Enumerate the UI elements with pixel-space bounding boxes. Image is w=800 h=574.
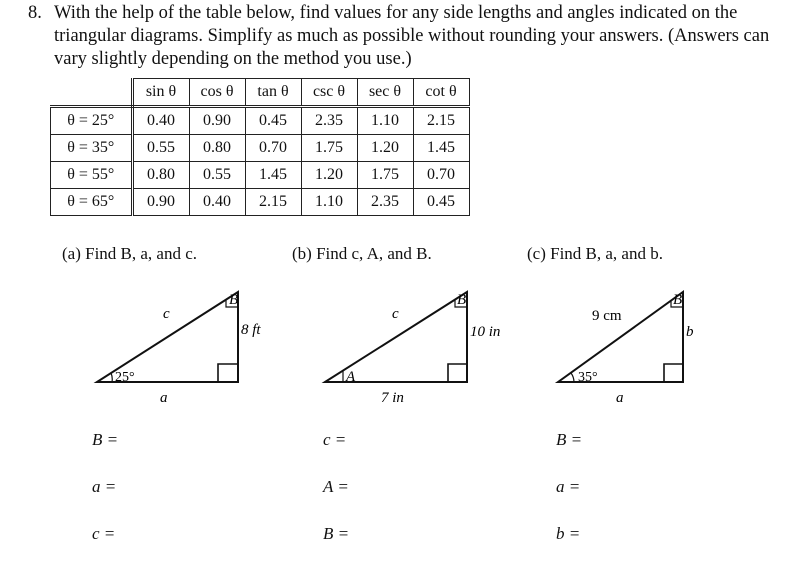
table-header: csc θ	[301, 79, 357, 107]
table-corner	[51, 79, 133, 107]
table-cell: 0.40	[189, 189, 245, 216]
side-label: 10 in	[470, 324, 501, 340]
answer-c-b: b =	[556, 524, 581, 543]
right-angle-marker	[218, 364, 238, 382]
angle-label: 35°	[578, 370, 598, 385]
triangle-diagrams	[0, 270, 800, 415]
table-cell: 0.45	[245, 107, 301, 135]
base-label: 7 in	[381, 390, 404, 406]
trig-table	[50, 78, 470, 216]
table-cell: 2.15	[245, 189, 301, 216]
answer-b-c: c =	[323, 430, 347, 449]
table-cell: 0.55	[189, 162, 245, 189]
vertex-label: B	[457, 292, 467, 308]
table-cell: 1.75	[301, 135, 357, 162]
triangle-a	[97, 292, 261, 406]
table-cell: 0.80	[132, 162, 189, 189]
table-cell: 1.10	[357, 107, 413, 135]
table-cell: 1.20	[301, 162, 357, 189]
table-header: sec θ	[357, 79, 413, 107]
table-cell: 1.45	[413, 135, 469, 162]
part-c-title: (c) Find B, a, and b.	[527, 244, 663, 263]
answer-c-B: B =	[556, 430, 583, 449]
right-angle-marker	[664, 364, 683, 382]
part-b-title: (b) Find c, A, and B.	[292, 244, 432, 263]
table-cell: 2.35	[357, 189, 413, 216]
base-label: a	[160, 390, 168, 406]
hypotenuse-label: c	[163, 306, 170, 322]
answer-c-a: a =	[556, 477, 581, 496]
answer-a-a: a =	[92, 477, 117, 496]
table-header-row	[51, 79, 470, 107]
answer-b-B: B =	[323, 524, 350, 543]
side-label: b	[686, 324, 694, 340]
table-header: cot θ	[413, 79, 469, 107]
table-cell: 2.15	[413, 107, 469, 135]
right-angle-marker	[448, 364, 467, 382]
table-header: cos θ	[189, 79, 245, 107]
table-cell: 1.45	[245, 162, 301, 189]
table-cell: 0.90	[189, 107, 245, 135]
table-cell: 0.90	[132, 189, 189, 216]
angle-arc	[571, 373, 574, 382]
part-a-title: (a) Find B, a, and c.	[62, 244, 198, 263]
side-label: 8 ft	[241, 322, 261, 338]
table-cell: 1.10	[301, 189, 357, 216]
answer-a-c: c =	[92, 524, 116, 543]
row-angle: θ = 55°	[51, 162, 133, 189]
angle-arc	[111, 373, 112, 382]
vertex-label: B	[673, 292, 683, 308]
problem-statement	[28, 2, 788, 71]
vertex-label: B	[229, 292, 239, 308]
table-row	[51, 189, 470, 216]
triangle-c	[558, 292, 694, 406]
table-cell: 0.40	[132, 107, 189, 135]
problem-number: 8.	[28, 3, 42, 23]
table-row	[51, 162, 470, 189]
table-cell: 0.70	[245, 135, 301, 162]
triangle-b	[325, 292, 500, 406]
table-header: sin θ	[132, 79, 189, 107]
table-cell: 2.35	[301, 107, 357, 135]
base-label: a	[616, 390, 624, 406]
hypotenuse-label: 9 cm	[592, 308, 622, 324]
table-header: tan θ	[245, 79, 301, 107]
table-cell: 0.80	[189, 135, 245, 162]
table-row	[51, 135, 470, 162]
hypotenuse-label: c	[392, 306, 399, 322]
table-cell: 0.70	[413, 162, 469, 189]
table-cell: 0.45	[413, 189, 469, 216]
table-cell: 0.55	[132, 135, 189, 162]
table-cell: 1.20	[357, 135, 413, 162]
angle-label: 25°	[115, 370, 135, 385]
row-angle: θ = 35°	[51, 135, 133, 162]
table-cell: 1.75	[357, 162, 413, 189]
row-angle: θ = 65°	[51, 189, 133, 216]
angle-label: A	[346, 369, 356, 385]
table-row	[51, 107, 470, 135]
problem-text: With the help of the table below, find values for any side lengths and angles indicated on the triangular diagrams. Simplify as much as possible without rounding your answers. (Answers can vary slightly depending on the method you use.)	[54, 3, 770, 69]
answer-b-A: A =	[323, 477, 349, 496]
answer-a-B: B =	[92, 430, 119, 449]
row-angle: θ = 25°	[51, 107, 133, 135]
